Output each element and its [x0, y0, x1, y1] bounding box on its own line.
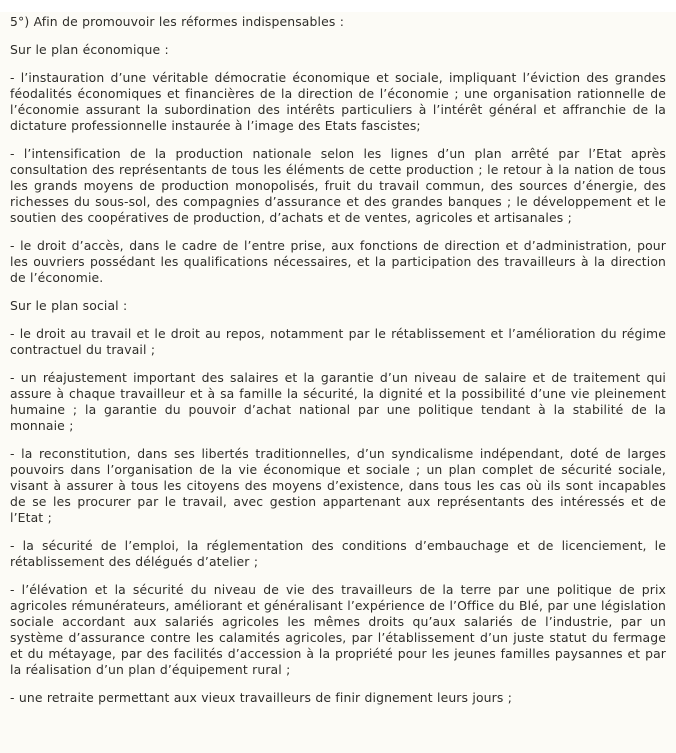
clause-heading: 5°) Afin de promouvoir les réformes indispensables : — [10, 14, 345, 29]
social-item-wages: - un réajustement important des salaires et la garantie d’un niveau de salaire et de traitement qui assure à chaque travailleur et à sa famille la sécurité, la dignité et la possibilité d’une vie pleinement humaine ; la garantie du pouvoir d’achat national par une politique tendant à la stabilité de la monnaie ; — [10, 370, 666, 433]
economic-item-access-to-management: - le droit d’accès, dans le cadre de l’entre prise, aux fonctions de direction et d’administration, pour les ouvriers possédant les qualifications nécessaires, et la participation des travailleurs à la direction de l’économie. — [10, 238, 666, 285]
section-subheading-social: Sur le plan social : — [10, 298, 128, 313]
social-item-work-and-rest: - le droit au travail et le droit au repos, notamment par le rétablissement et l’amélioration du régime contractuel du travail ; — [10, 326, 666, 357]
social-item-agricultural-workers: - l’élévation et la sécurité du niveau de vie des travailleurs de la terre par une politique de prix agricoles rémunérateurs, améliorant et généralisant l’expérience de l’Office du Blé, par une législation sociale accordant aux salariés agricoles les mêmes droits qu’aux salariés de l’industrie, par un système d’assurance contre les calamités agricoles, par l’établissement d’un juste statut du fermage et du métayage, par des facilités d’accession à la propriété pour les jeunes familles paysannes et par la réalisation d’un plan d’équipement rural ; — [10, 582, 666, 677]
social-item-job-security: - la sécurité de l’emploi, la réglementation des conditions d’embauchage et de licenciement, le rétablissement des délégués d’atelier ; — [10, 538, 666, 569]
page-surface — [0, 12, 676, 753]
social-item-trade-unions-and-social-security: - la reconstitution, dans ses libertés traditionnelles, d’un syndicalisme indépendant, doté de larges pouvoirs dans l’organisation de la vie économique et sociale ; un plan complet de sécurité sociale, visant à assurer à tous les citoyens des moyens d’existence, dans tous les cas où ils sont incapables de se les procurer par le travail, avec gestion appartenant aux représentants des intéressés et de l’Etat ; — [10, 446, 666, 525]
section-subheading-economic: Sur le plan économique : — [10, 42, 169, 57]
document-body-text — [10, 12, 666, 706]
economic-item-production: - l’intensification de la production nationale selon les lignes d’un plan arrêté par l’Etat après consultation des représentants de tous les éléments de cette production ; le retour à la nation de tous les grands moyens de production monopolisés, fruit du travail commun, des sources d’énergie, des richesses du sous-sol, des compagnies d’assurance et des grandes banques ; le développement et le soutien des coopératives de production, d’achats et de ventes, agricoles et artisanales ; — [10, 146, 666, 225]
social-item-retirement: - une retraite permettant aux vieux travailleurs de finir dignement leurs jours ; — [10, 690, 513, 705]
economic-item-democracy: - l’instauration d’une véritable démocratie économique et sociale, impliquant l’éviction des grandes féodalités économiques et financières de la direction de l’économie ; une organisation rationnelle de l’économie assurant la subordination des intérêts particuliers à l’intérêt général et affranchie de la dictature professionnelle instaurée à l’image des Etats fascistes; — [10, 70, 666, 133]
